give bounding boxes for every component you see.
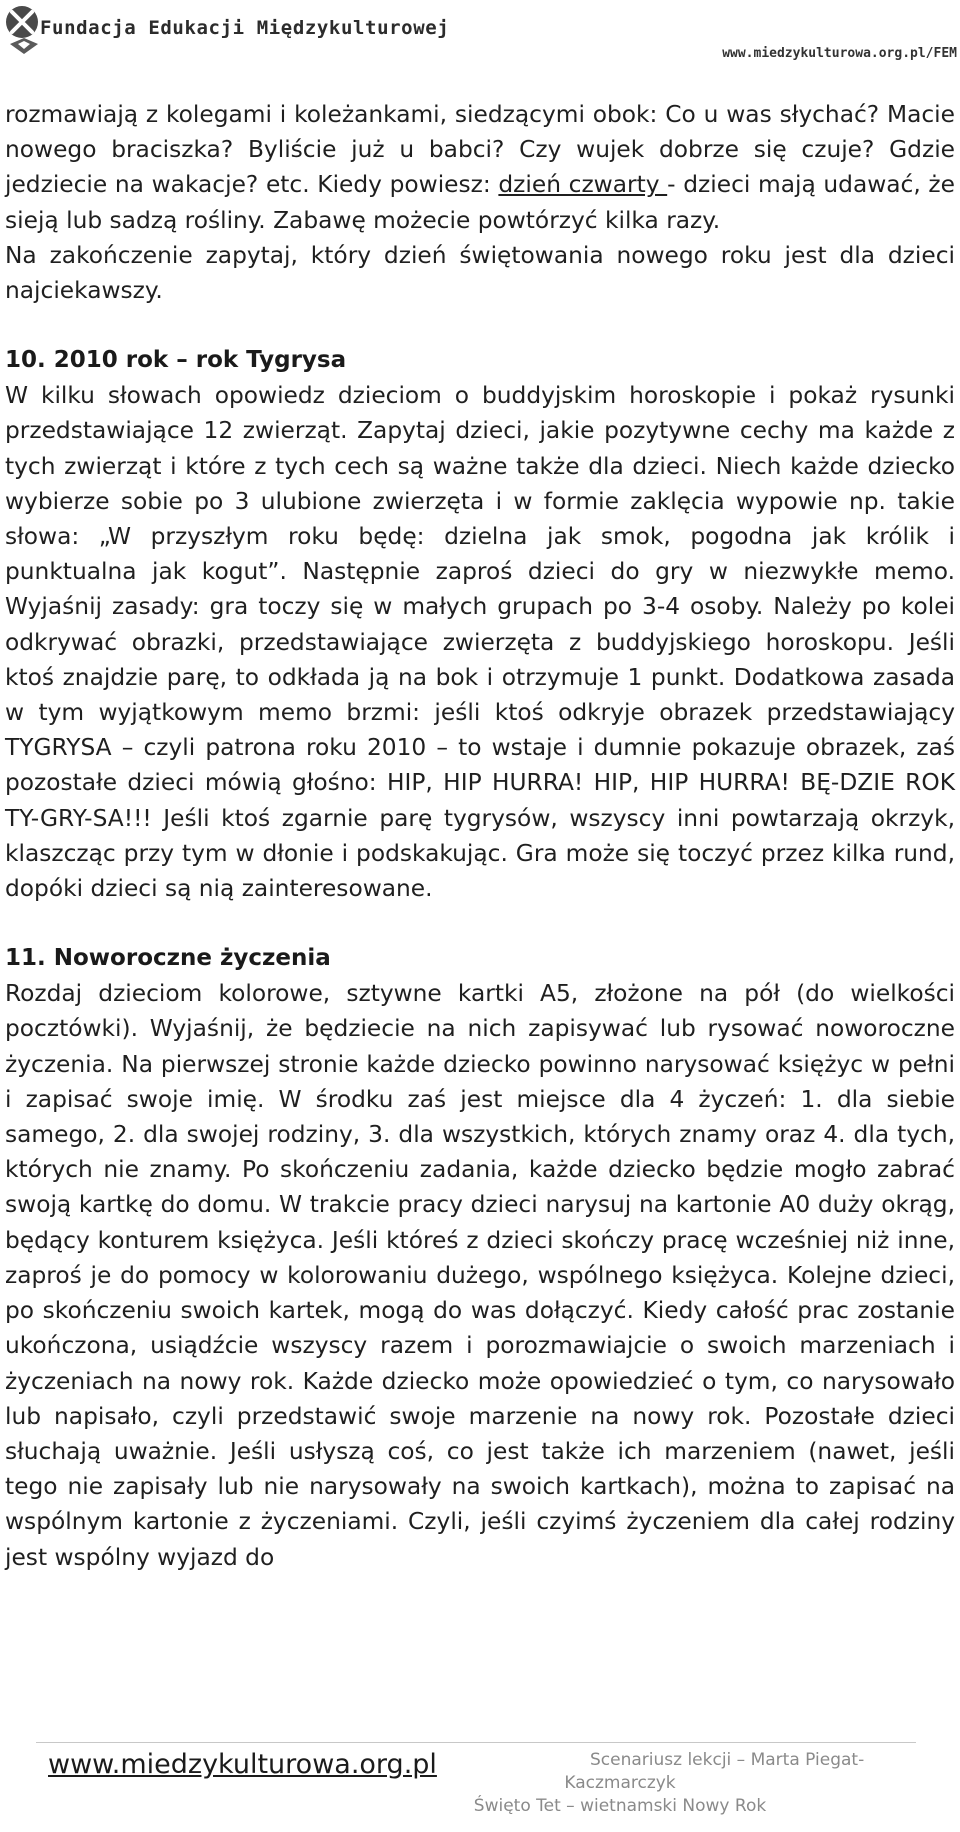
page-header bbox=[0, 0, 960, 64]
paragraph-continued bbox=[5, 97, 955, 238]
underlined-phrase: dzień czwarty bbox=[498, 171, 668, 199]
section-11-text: Rozdaj dzieciom kolorowe, sztywne kartki A5, złożone na pół (do wielkości pocztówki). Wyjaśnij, że będziecie na nich zapisywać lub rysować noworoczne życzenia. Na pierwszej stronie każde dziecko powinno narysować księżyc w pełni i zapisać swoje imię. W środku zaś jest miejsce dla 4 życzeń: 1. dla siebie samego, 2. dla swojej rodziny, 3. dla wszystkich, których znamy oraz 4. dla tych, których nie znamy. Po skończeniu zadania, każde dziecko będzie mogło zabrać swoją kartkę do domu. W trakcie pracy dzieci narysuj na kartonie A0 duży okrąg, będący konturem księżyca. Jeśli któreś z dzieci skończy pracę wcześniej niż inne, zaproś je do pomocy w kolorowaniu dużego, wspólnego księżyca. Kolejne dzieci, po skończeniu swoich kartek, mogą do was dołączyć. Kiedy całość prac zostanie ukończona, usiądźcie wszyscy razem i porozmawiajcie o swoich marzeniach i życzeniach na nowy rok. Każde dziecko może opowiedzieć o tym, co narysowało lub napisało, czyli przedstawić swoje marzenie na nowy rok. Pozostałe dzieci słuchają uważnie. Jeśli usłyszą coś, co jest także ich marzeniem (nawet, jeśli tego nie zapisały lub nie narysowały na swoich kartkach), można to zapisać na wspólnym kartonie z życzeniami. Czyli, jeśli czyimś życzeniem dla całej rodziny jest wspólny wyjazd do bbox=[5, 980, 955, 1571]
footer-site-link[interactable]: www.miedzykulturowa.org.pl bbox=[48, 1749, 437, 1780]
header-site-url[interactable]: www.miedzykulturowa.org.pl/FEM bbox=[722, 46, 957, 61]
footer-meta bbox=[270, 1749, 960, 1818]
organization-name: Fundacja Edukacji Międzykulturowej bbox=[40, 17, 450, 39]
paragraph-text: rozmawiają z kolegami i koleżankami, siedzącymi obok: Co u was słychać? Macie nowego braciszka? Byliście już u babci? Czy wujek dobrze się czuje? Gdzie jedziecie na wakacje? etc. Kiedy powiesz: bbox=[5, 101, 955, 199]
section-10-text: W kilku słowach opowiedz dzieciom o buddyjskim horoskopie i pokaż rysunki przedstawiające 12 zwierząt. Zapytaj dzieci, jakie pozytywne cechy ma każde z tych zwierząt i które z tych cech są ważne także dla dzieci. Niech każde dziecko wybierze sobie po 3 ulubione zwierzęta i w formie zaklęcia wypowie np. takie słowa: „W przyszłym roku będę: dzielna jak smok, pogodna jak królik i punktualna jak kogut”. Następnie zaproś dzieci do gry w niezwykłe memo. Wyjaśnij zasady: gra toczy się w małych grupach po 3-4 osoby. Należy po kolei odkrywać obrazki, przedstawiające zwierzęta z buddyjskiego horoskopu. Jeśli ktoś znajdzie parę, to odkłada ją na bok i otrzymuje 1 punkt. Dodatkowa zasada w tym wyjątkowym memo brzmi: jeśli ktoś odkryje obrazek przedstawiający TYGRYSA – czyli patrona roku 2010 – to wstaje i dumnie pokazuje obrazek, zaś pozostałe dzieci mówią głośno: HIP, HIP HURRA! HIP, HIP HURRA! BĘ-DZIE ROK TY-GRY-SA!!! Jeśli ktoś zgarnie parę tygrysów, wszyscy inni powtarzają okrzyk, klaszcząc przy tym w dłonie i podskakując. Gra może się toczyć przez kilka rund, dopóki dzieci są nią zainteresowane. bbox=[5, 382, 955, 903]
closing-paragraph: Na zakończenie zapytaj, który dzień świętowania nowego roku jest dla dzieci najciekawszy. bbox=[5, 241, 955, 305]
document-body bbox=[5, 97, 955, 1575]
footer-divider bbox=[36, 1742, 916, 1743]
footer-author-line: Kaczmarczyk bbox=[564, 1773, 676, 1793]
footer-author-line: Scenariusz lekcji – Marta Piegat- bbox=[590, 1750, 865, 1770]
section-11-heading: 11. Noworoczne życzenia bbox=[5, 945, 331, 972]
footer-document-title: Święto Tet – wietnamski Nowy Rok bbox=[473, 1796, 767, 1816]
section-10-heading: 10. 2010 rok – rok Tygrysa bbox=[5, 347, 347, 374]
paragraph-text: - dzieci mają udawać, że sieją lub sadzą rośliny. Zabawę możecie powtórzyć kilka razy. bbox=[5, 171, 955, 234]
